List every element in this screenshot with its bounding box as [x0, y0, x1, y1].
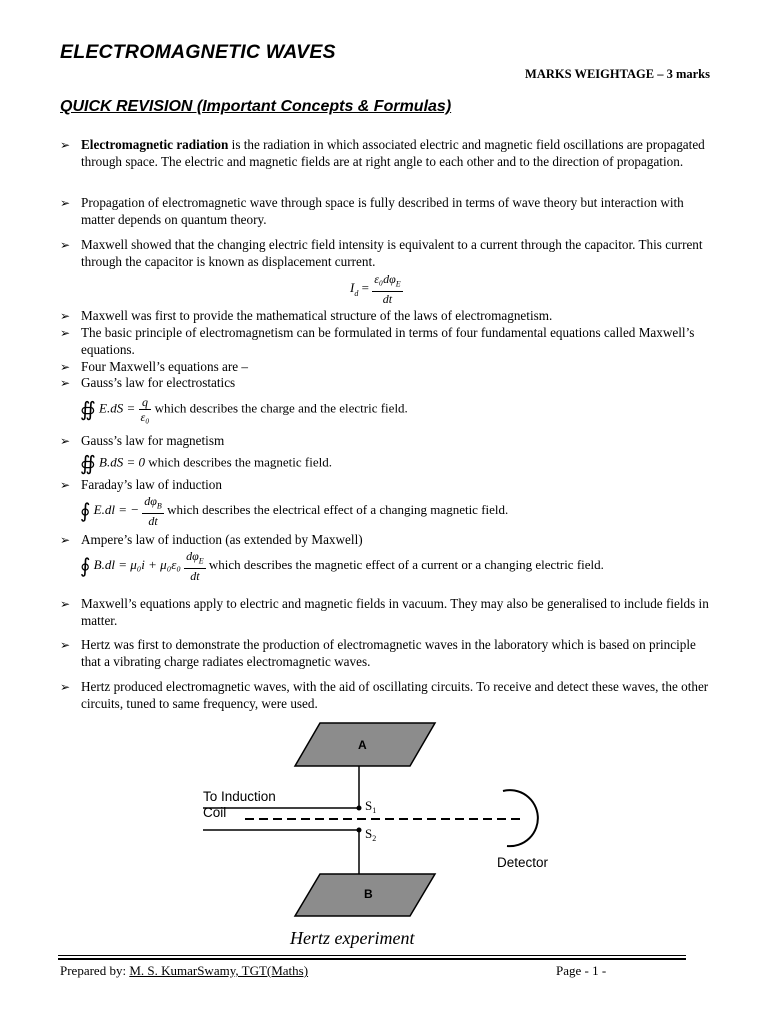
bullet-gauss-magnetism [60, 433, 710, 450]
bullet-basic-principle [60, 325, 710, 359]
bullet-text: Hertz was first to demonstrate the production of electromagnetic waves in the laboratory which is based on principle that a vibrating charge radiates electromagnetic waves. [81, 637, 696, 669]
formula-fraction [184, 549, 206, 583]
formula-lhs: I [350, 280, 355, 296]
formula-description: which describes the electrical effect of a changing magnetic field. [167, 502, 509, 518]
footer-prepared-by [60, 963, 308, 979]
bullet-text: is the radiation in which associated electric and magnetic field oscillations are propagated through space. The electric and magnetic fields are at right angle to each other and to the direction of propagation. [81, 137, 705, 169]
faraday-formula [80, 494, 508, 528]
arrow-bullet-icon: ➢ [60, 360, 71, 374]
fraction-numerator: q [139, 395, 152, 410]
footer-rule-thick [58, 958, 686, 960]
bullet-text: Maxwell was first to provide the mathematical structure of the laws of electromagnetism. [81, 308, 553, 323]
formula-sub: d [354, 288, 359, 298]
bullet-hertz-circuits [60, 679, 710, 713]
fraction-denominator: dt [148, 514, 158, 529]
formula-description: which describes the charge and the electric field. [154, 400, 408, 416]
s1-label: $S_1$ [365, 798, 377, 815]
arrow-bullet-icon: ➢ [60, 238, 71, 252]
line-integral-icon: ∮ [80, 555, 91, 578]
fraction-numerator: dφ [144, 494, 157, 508]
bullet-em-radiation [60, 137, 710, 171]
diagram-caption: Hertz experiment [290, 928, 415, 948]
formula-lhs: E.dl = − [93, 502, 140, 518]
bullet-maxwell-first [60, 308, 710, 325]
author-name: M. S. KumarSwamy, TGT(Maths) [129, 963, 309, 978]
fraction-numerator: dφ [186, 549, 199, 563]
prepared-label: Prepared by: [60, 963, 130, 978]
formula-eq: = [361, 280, 369, 296]
detector-ring [503, 790, 538, 846]
bullet-text: Propagation of electromagnetic wave through space is fully described in terms of wave theory but interaction with matter depends on quantum theory. [81, 195, 684, 227]
footer-rule-thin [58, 955, 686, 956]
arrow-bullet-icon: ➢ [60, 196, 71, 210]
coil-label-line1: To Induction [203, 789, 276, 804]
bullet-faraday [60, 477, 710, 494]
bullet-text: Gauss’s law for magnetism [81, 433, 225, 448]
arrow-bullet-icon: ➢ [60, 680, 71, 694]
marks-weightage: MARKS WEIGHTAGE – 3 marks [525, 67, 710, 81]
fraction-denominator: ε₀ [140, 410, 150, 424]
bullet-text: The basic principle of electromagnetism can be formulated in terms of four fundamental equations called Maxwell’s equations. [81, 325, 695, 357]
bullet-gauss-electrostatics [60, 375, 710, 392]
arrow-bullet-icon: ➢ [60, 638, 71, 652]
surface-integral-icon: ∯ [80, 399, 96, 421]
bullet-four-equations [60, 359, 710, 376]
detector-label: Detector [497, 855, 549, 870]
line-integral-icon: ∮ [80, 500, 91, 523]
bullet-vacuum [60, 596, 710, 630]
section-subtitle: QUICK REVISION (Important Concepts & Formulas) [60, 98, 452, 115]
arrow-bullet-icon: ➢ [60, 478, 71, 492]
bullet-hertz-first [60, 637, 710, 671]
plate-a-label: A [358, 738, 367, 752]
formula-sub: E [198, 556, 204, 566]
bullet-text: Hertz produced electromagnetic waves, with the aid of oscillating circuits. To receive and detect these waves, the other circuits, tuned to same frequency, were used. [81, 679, 709, 711]
formula-fraction [142, 494, 164, 528]
gauss-magnetic-formula [80, 451, 332, 476]
hertz-experiment-diagram [195, 718, 575, 953]
gauss-electric-formula [80, 395, 408, 424]
coil-label-line2: Coil [203, 805, 227, 820]
ampere-formula [80, 549, 604, 583]
arrow-bullet-icon: ➢ [60, 434, 71, 448]
bullet-displacement-current [60, 237, 710, 271]
bullet-text: Gauss’s law for electrostatics [81, 375, 236, 390]
formula-lhs: E.dS = [99, 400, 136, 416]
s2-label: $S_2$ [365, 826, 377, 843]
arrow-bullet-icon: ➢ [60, 309, 71, 323]
fraction-denominator: dt [190, 569, 200, 584]
formula-description: which describes the magnetic effect of a current or a changing electric field. [208, 557, 604, 573]
displacement-current-formula [350, 272, 403, 306]
formula-lhs: B.dl = μ₀i + μ₀ε₀ [93, 557, 181, 573]
fraction-denominator: dt [382, 292, 393, 307]
formula-sub: E [395, 279, 401, 289]
arrow-bullet-icon: ➢ [60, 533, 71, 547]
bullet-propagation [60, 195, 710, 229]
arrow-bullet-icon: ➢ [60, 138, 71, 152]
bullet-text: Ampere’s law of induction (as extended by Maxwell) [81, 532, 363, 547]
fraction-numerator: ε₀dφ [374, 272, 396, 286]
formula-fraction [139, 395, 152, 424]
surface-integral-icon: ∯ [80, 453, 96, 475]
bullet-text: Maxwell’s equations apply to electric and magnetic fields in vacuum. They may also be generalised to include fields in matter. [81, 596, 709, 628]
page-title: ELECTROMAGNETIC WAVES [60, 41, 336, 63]
bullet-text: Faraday’s law of induction [81, 477, 222, 492]
formula-fraction [372, 272, 402, 306]
plate-b-label: B [364, 887, 373, 901]
arrow-bullet-icon: ➢ [60, 376, 71, 390]
formula-lhs: B.dS = 0 [99, 454, 145, 470]
bullet-text: Four Maxwell’s equations are – [81, 359, 249, 374]
bold-term: Electromagnetic radiation [81, 137, 229, 152]
formula-sub: B [156, 501, 162, 511]
page-number: Page - 1 - [556, 963, 607, 978]
bullet-text: Maxwell showed that the changing electric field intensity is equivalent to a current through the capacitor. This current through the capacitor is known as displacement current. [81, 237, 703, 269]
bullet-ampere [60, 532, 710, 549]
formula-description: which describes the magnetic field. [148, 454, 332, 470]
arrow-bullet-icon: ➢ [60, 597, 71, 611]
arrow-bullet-icon: ➢ [60, 326, 71, 340]
